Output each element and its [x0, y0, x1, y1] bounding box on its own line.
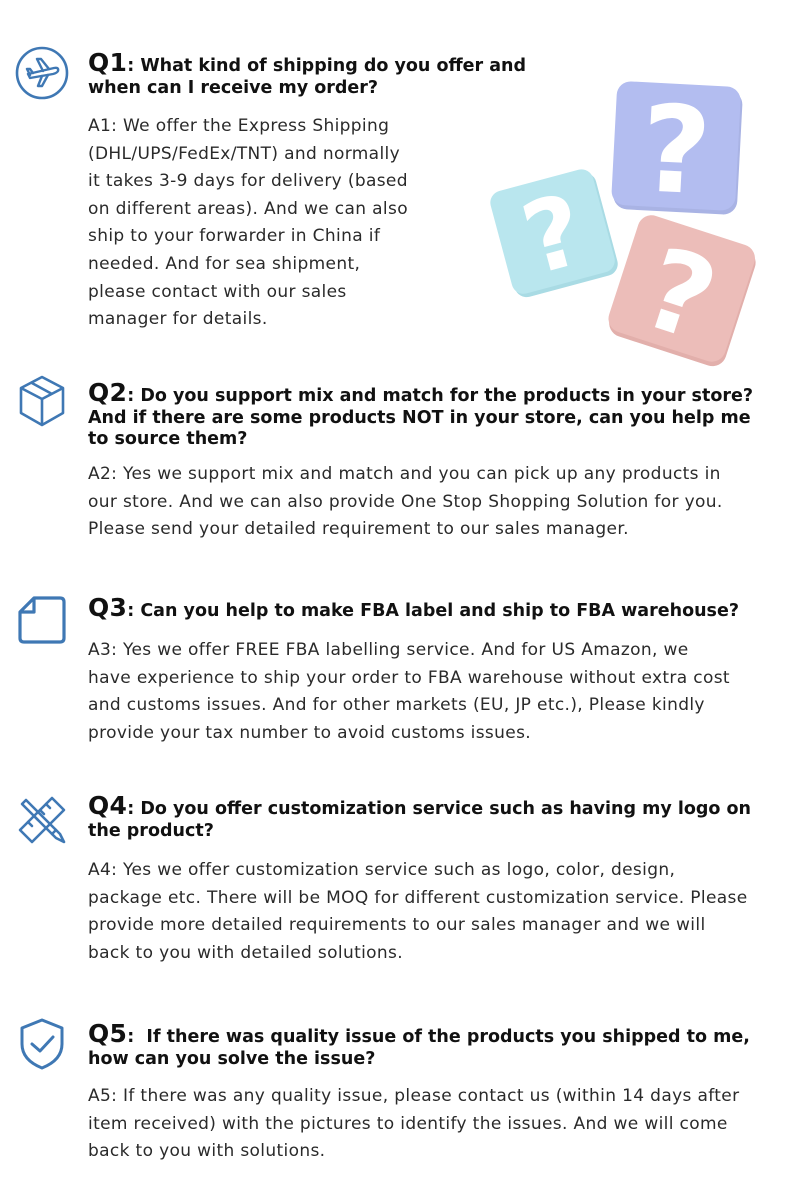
q2-question: [88, 378, 754, 451]
q4-answer-line: A4: Yes we offer customization service such as logo, color, design,: [88, 860, 676, 880]
q4-question-line-2: the product?: [88, 820, 214, 841]
q3-answer-line: have experience to ship your order to FBA warehouse without extra cost: [88, 667, 730, 688]
q3-answer-line: A3: Yes we offer FREE FBA labelling service. And for US Amazon, we: [88, 640, 689, 660]
document-icon: [14, 592, 70, 648]
q1-answer: [88, 113, 408, 334]
q3-answer-line: and customs issues. And for other markets (EU, JP etc.), Please kindly: [88, 695, 705, 716]
q3-answer-line: provide your tax number to avoid customs issues.: [88, 722, 532, 743]
q2-answer: [88, 461, 723, 544]
q2-answer-line: our store. And we can also provide One Stop Shopping Solution for you.: [88, 491, 723, 512]
q2-answer-line: A2: Yes we support mix and match and you can pick up any products in: [88, 464, 721, 484]
q3-question-line-1: : Can you help to make FBA label and ship to FBA warehouse?: [127, 601, 739, 621]
q5-question: [88, 1019, 750, 1070]
q2-number: Q2: [88, 378, 128, 407]
q1-answer-line: please contact with our sales: [88, 281, 347, 302]
q3-question: [88, 593, 739, 623]
question-card-cyan: [485, 163, 625, 303]
q2-question-line-3: to source them?: [88, 429, 248, 449]
q2-question-line-2: And if there are some products NOT in your store, can you help me: [88, 407, 751, 428]
question-mark-glyph: ?: [637, 80, 715, 218]
q1-answer-line: it takes 3-9 days for delivery (based: [88, 171, 408, 192]
q2-answer-line: Please send your detailed requirement to our sales manager.: [88, 519, 629, 540]
q1-answer-line: A1: We offer the Express Shipping: [88, 116, 390, 136]
q1-answer-line: ship to your forwarder in China if: [88, 226, 381, 247]
q1-answer-line: needed. And for sea shipment,: [88, 253, 361, 274]
q1-question: [88, 48, 527, 99]
q5-question-line-1: : If there was quality issue of the products you shipped to me,: [127, 1027, 750, 1047]
q1-answer-line: (DHL/UPS/FedEx/TNT) and normally: [88, 143, 401, 164]
question-card-red: [601, 209, 765, 373]
q3-number: Q3: [88, 593, 128, 622]
q2-question-line-1: : Do you support mix and match for the products in your store?: [127, 386, 754, 406]
q5-question-line-2: how can you solve the issue?: [88, 1048, 376, 1069]
q5-number: Q5: [88, 1019, 128, 1048]
box-icon: [14, 373, 70, 429]
question-card-blue: [609, 79, 748, 218]
q5-answer: [88, 1083, 739, 1166]
q1-answer-line: on different areas). And we can also: [88, 198, 408, 219]
q4-answer: [88, 857, 748, 967]
q4-question: [88, 791, 751, 842]
q5-answer-line: item received) with the pictures to identify the issues. And we will come: [88, 1113, 728, 1134]
question-mark-glyph: ?: [628, 223, 731, 367]
q1-question-line-1: : What kind of shipping do you offer and: [127, 56, 527, 76]
q5-answer-line: back to you with solutions.: [88, 1141, 326, 1162]
q1-answer-line: manager for details.: [88, 309, 268, 330]
q4-answer-line: provide more detailed requirements to our sales manager and we will: [88, 915, 706, 936]
shield-check-icon: [14, 1016, 70, 1072]
q4-number: Q4: [88, 791, 128, 820]
question-mark-glyph: ?: [511, 173, 596, 298]
q4-answer-line: back to you with detailed solutions.: [88, 942, 403, 963]
q1-number: Q1: [88, 48, 128, 77]
q1-question-line-2: when can I receive my order?: [88, 77, 379, 98]
airplane-icon: [14, 45, 70, 101]
q4-question-line-1: : Do you offer customization service such as having my logo on: [127, 799, 751, 819]
q3-answer: [88, 637, 730, 747]
ruler-pencil-icon: [14, 792, 70, 848]
q4-answer-line: package etc. There will be MOQ for different customization service. Please: [88, 887, 748, 908]
q5-answer-line: A5: If there was any quality issue, please contact us (within 14 days after: [88, 1086, 740, 1106]
